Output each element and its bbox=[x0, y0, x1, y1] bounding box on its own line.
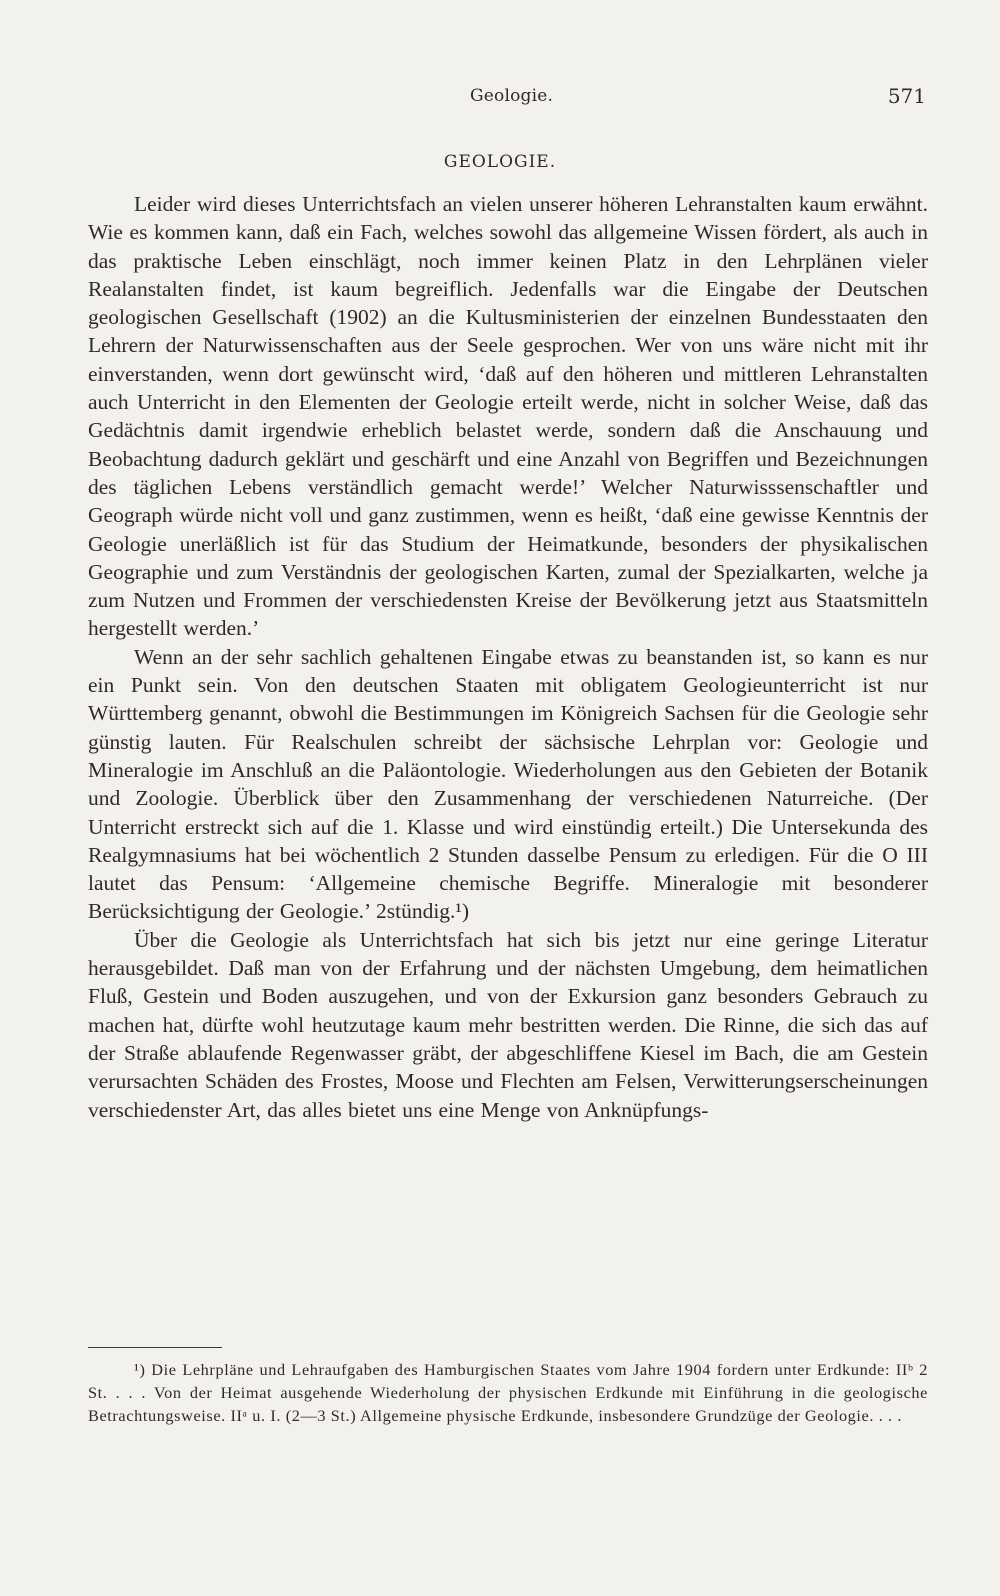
page-number: 571 bbox=[887, 84, 926, 108]
footnote: ¹) Die Lehrpläne und Lehraufgaben des Hamburgischen Staates vom Jahre 1904 fordern unter Erdkunde: IIᵇ 2 St. . . . Von der Heimat ausgehende Wiederholung der physischen Erdkunde mit Einführung in die geologische Betrachtungsweise. IIᵃ u. I. (2—3 St.) Allgemeine physische Erdkunde, insbesondere Grundzüge der Geologie. . . . bbox=[88, 1360, 928, 1426]
paragraph: Über die Geologie als Unterrichtsfach hat sich bis jetzt nur eine geringe Literatur herausgebildet. Daß man von der Erfahrung und der nächsten Umgebung, dem heimatlichen Fluß, Gestein und Boden auszugehen, und von der Exkursion ganz besonders Gebrauch zu machen hat, dürfte wohl heutzutage kaum mehr bestritten werden. Die Rinne, die sich das auf der Straße ablaufende Regenwasser gräbt, der abgeschliffene Kiesel im Bach, die am Gestein verursachten Schäden des Frostes, Moose und Flechten am Felsen, Verwitterungserscheinungen verschiedenster Art, das alles bietet uns eine Menge von Anknüpfungs- bbox=[88, 927, 928, 1122]
page-header bbox=[90, 84, 926, 110]
paragraph: Leider wird dieses Unterrichtsfach an vielen unserer höheren Lehranstalten kaum erwähnt. Wie es kommen kann, daß ein Fach, welches sowohl das allgemeine Wissen fördert, als auch in das praktische Leben einschlägt, noch immer keinen Platz in den Lehrplänen vieler Realanstalten findet, ist kaum begreiflich. Jedenfalls war die Eingabe der Deutschen geologischen Gesellschaft (1902) an die Kultusministerien der einzelnen Bundesstaaten den Lehrern der Naturwissenschaften aus der Seele gesprochen. Wer von uns wäre nicht mit ihr einverstanden, wenn dort gewünscht wird, ‘daß auf den höheren und mittleren Lehranstalten auch Unterricht in den Elementen der Geologie erteilt werde, nicht in solcher Weise, daß das Gedächtnis damit irgendwie erheblich belastet werde, sondern daß die Anschauung und Beobachtung dadurch geklärt und geschärft und eine Anzahl von Begriffen und Bezeichnungen des täglichen Lebens verständlich gemacht werde!’ Welcher Naturwisssenschaftler und Geograph würde nicht voll und ganz zustimmen, wenn es heißt, ‘daß eine gewisse Kenntnis der Geologie unerläßlich ist für das Studium der Heimatkunde, besonders der physikalischen Geographie und zum Verständnis der geologischen Karten, zumal der Spezialkarten, welche ja zum Nutzen und Frommen der verschiedensten Kreise der Bevölkerung jetzt aus Staatsmitteln hergestellt werden.’ bbox=[88, 192, 928, 641]
section-title: GEOLOGIE. bbox=[443, 152, 557, 172]
body-text bbox=[88, 190, 928, 1124]
running-title: Geologie. bbox=[470, 86, 554, 106]
paragraph: Wenn an der sehr sachlich gehaltenen Eingabe etwas zu beanstanden ist, so kann es nur ein Punkt sein. Von den deutschen Staaten mit obligatem Geologieunterricht ist nur Württemberg genannt, obwohl die Bestimmungen im Königreich Sachsen für die Geologie sehr günstig lauten. Für Realschulen schreibt der sächsische Lehrplan vor: Geologie und Mineralogie im Anschluß an die Paläontologie. Wiederholungen aus den Gebieten der Botanik und Zoologie. Überblick über den Zusammenhang der verschiedenen Naturreiche. (Der Unterricht erstreckt sich auf die 1. Klasse und wird einstündig erteilt.) Die Untersekunda des Realgymnasiums hat bei wöchentlich 2 Stunden dasselbe Pensum zu erledigen. Für die O III lautet das Pensum: ‘Allgemeine chemische Begriffe. Mineralogie mit besonderer Berücksichtigung der Geologie.’ 2stündig.¹) bbox=[88, 644, 928, 924]
footnote-divider bbox=[88, 1347, 222, 1348]
footnotes bbox=[88, 1358, 928, 1428]
